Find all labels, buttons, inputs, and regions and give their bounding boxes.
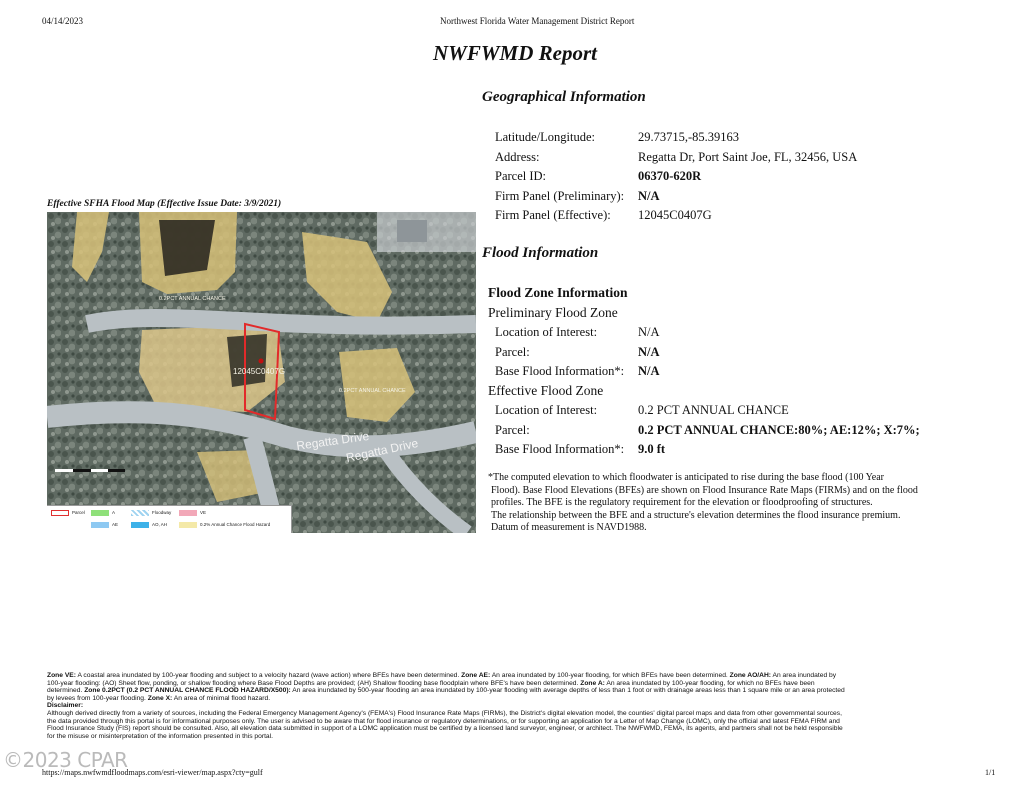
- legend-swatch: [51, 510, 69, 516]
- flood-label: Parcel:: [495, 423, 530, 437]
- legend-label: Floodway: [152, 510, 172, 516]
- geo-section-title: Geographical Information: [482, 89, 646, 105]
- geo-label: Address:: [495, 150, 540, 164]
- definitions-line: 100-year flooding: (AO) Sheet flow, ponding, or shallow flooding where Base Flood Depths are provided; (AH) Shallow flooding base floodplain where BFE's have been determined. Zone A: An area inundated by 100-year flooding, for which no BFEs have been: [47, 679, 815, 687]
- copyright-watermark: ©2023 CPAR: [3, 748, 128, 772]
- flood-value: N/A: [638, 364, 660, 378]
- legend-swatch: [91, 510, 109, 516]
- road-label: Regatta Drive: [295, 428, 371, 453]
- road-label: Regatta Drive: [344, 435, 420, 465]
- definitions-line: Zone VE: A coastal area inundated by 100-year flooding and subject to a velocity hazard (wave action) where BFEs have been determined. Zone AE: An area inundated by 100-year flooding, for which BFEs have been determined. Zone AO/AH: An area inundated by: [47, 672, 837, 679]
- legend-label: Parcel: [72, 510, 85, 516]
- flood-label: Location of Interest:: [495, 325, 598, 339]
- flood-value: N/A: [638, 325, 660, 339]
- geo-label: Latitude/Longitude:: [495, 130, 595, 144]
- flood-value: 0.2 PCT ANNUAL CHANCE: [638, 403, 789, 417]
- geo-value: Regatta Dr, Port Saint Joe, FL, 32456, USA: [638, 150, 858, 164]
- footer-url[interactable]: https://maps.nwfwmdfloodmaps.com/esri-viewer/map.aspx?cty=gulf: [42, 768, 263, 777]
- map-caption: Effective SFHA Flood Map (Effective Issue Date: 3/9/2021): [47, 199, 282, 209]
- flood-label: Location of Interest:: [495, 403, 598, 417]
- legend-swatch: [179, 522, 197, 528]
- legend-label: VE: [200, 510, 207, 516]
- legend-item-floodway: [131, 510, 171, 516]
- flood-value: N/A: [638, 345, 660, 359]
- disclaimer-line: Although derived directly from a variety of sources, including the Federal Emergency Management Agency's (FEMA's) Flood Insurance Rate Maps (FIRMs), the District's digital elevation model, the counties' digital parcel maps and data from other governmental sources,: [47, 709, 842, 717]
- flood-map[interactable]: [47, 212, 476, 533]
- flood-map-image: [47, 212, 476, 533]
- report-date: 04/14/2023: [42, 16, 84, 26]
- geo-value: 12045C0407G: [638, 208, 712, 222]
- legend-swatch: [131, 510, 149, 516]
- legend-label: A: [112, 510, 116, 516]
- map-legend: [47, 505, 292, 533]
- legend-item-parcel: [51, 510, 85, 516]
- legend-swatch: [91, 522, 109, 528]
- footnote-line: The relationship between the BFE and a structure's elevation determines the flood insurance premium.: [491, 509, 901, 521]
- geo-label: Firm Panel (Preliminary):: [495, 189, 625, 203]
- flood-label: Parcel:: [495, 345, 530, 359]
- bfe-footnote: [488, 472, 958, 535]
- legend-item-a: [91, 510, 115, 516]
- flood-value: 0.2 PCT ANNUAL CHANCE:80%; AE:12%; X:7%;: [638, 423, 920, 437]
- effective-zone-title: Effective Flood Zone: [488, 383, 604, 398]
- footnote-line: profiles. The BFE is the regulatory requirement for the elevation or floodproofing of structures.: [491, 497, 873, 508]
- geo-label: Firm Panel (Effective):: [495, 208, 611, 222]
- geo-label: Parcel ID:: [495, 169, 547, 183]
- flood-label: Base Flood Information*:: [495, 442, 625, 456]
- definitions-line: by levees from 100-year flooding. Zone X: An area of minimal flood hazard.: [47, 694, 271, 702]
- geo-value: 29.73715,-85.39163: [638, 130, 740, 144]
- legend-label: 0.2% Annual Chance Flood Hazard: [200, 522, 271, 528]
- legend-item-ae: [91, 522, 118, 528]
- zone-definitions: [47, 672, 987, 740]
- legend-label: AE: [112, 522, 119, 528]
- zone-label: 0.2PCT ANNUAL CHANCE: [159, 296, 226, 302]
- footnote-line: *The computed elevation to which floodwater is anticipated to rise during the base flood (100 Year: [488, 472, 885, 483]
- flood-label: Base Flood Information*:: [495, 364, 625, 378]
- legend-item-0-2pct: [179, 522, 270, 528]
- geo-value: 06370-620R: [638, 169, 702, 183]
- legend-swatch: [131, 522, 149, 528]
- page-title: NWFWMD Report: [433, 41, 597, 65]
- report-source: Northwest Florida Water Management District Report: [440, 16, 635, 26]
- legend-item-ao-ah: [131, 522, 167, 528]
- footnote-line: Datum of measurement is NAVD1988.: [491, 522, 647, 533]
- legend-swatch: [179, 510, 197, 516]
- panel-label: 12045C0407G: [233, 367, 286, 376]
- disclaimer-line: for the misuse or misinterpretation of the information presented in this portal.: [47, 732, 274, 740]
- legend-item-ve: [179, 510, 206, 516]
- flood-zone-info-title: Flood Zone Information: [488, 285, 628, 300]
- flood-value: 9.0 ft: [638, 442, 666, 456]
- footnote-line: Flood). Base Flood Elevations (BFEs) are shown on Flood Insurance Rate Maps (FIRMs) and on the flood: [491, 484, 918, 496]
- geo-value: N/A: [638, 189, 660, 203]
- zone-label: 0.2PCT ANNUAL CHANCE: [339, 388, 406, 394]
- disclaimer-line: Flood Insurance Study (FIS) report should be consulted. Also, all elevation data submitted in support of a LOMC application must be certified by a licensed land surveyor, engineer, or architect. The NWFWMD, FEMA, its agents, and partners shall not be held responsible: [47, 725, 843, 733]
- definitions-line: determined. Zone 0.2PCT (0.2 PCT ANNUAL CHANCE FLOOD HAZARD/X500): An area inundated by 500-year flooding an area inundated by 100-year flooding with average depths of less than 1 foot or with drainage areas less than 1 square mile or an area protected: [47, 687, 845, 695]
- legend-label: AO, AH: [152, 522, 168, 528]
- disclaimer-title: Disclaimer:: [47, 702, 84, 710]
- page-number: 1/1: [985, 768, 996, 777]
- flood-section-title: Flood Information: [482, 245, 599, 261]
- disclaimer-line: the data provided through this portal is for informational purposes only. The user is advised to be aware that for flood insurance or regulatory determinations, or for supporting an application for a Letter of Map Change (LOMC), only the official and latest FEMA FIRM and: [47, 717, 840, 725]
- preliminary-zone-title: Preliminary Flood Zone: [488, 305, 618, 320]
